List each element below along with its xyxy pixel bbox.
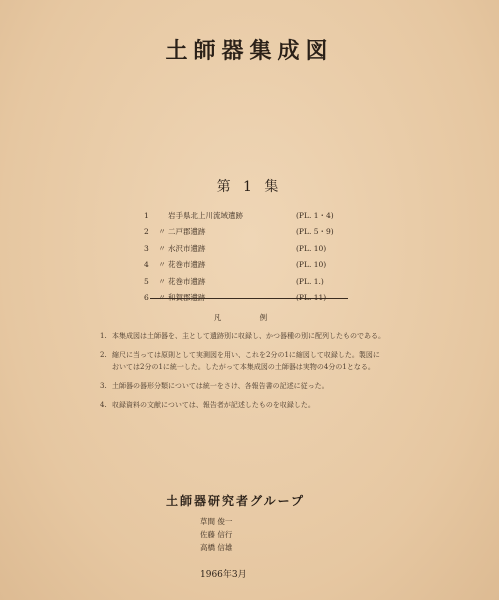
contents-site: 花巻市遺跡: [168, 276, 206, 286]
ditto-mark: 〃: [158, 227, 166, 236]
publisher-group: 土師器研究者グループ: [165, 494, 306, 508]
contents-plate: (PL. 1・4): [296, 210, 334, 220]
contents-site: 二戸郡遺跡: [168, 227, 206, 236]
ditto-mark: 〃: [158, 243, 166, 253]
contents-plate: (PL. 10): [296, 243, 327, 253]
legend-heading: 凡 例: [213, 313, 286, 322]
contents-number: 4: [144, 260, 149, 269]
publication-date: 1966年3月: [200, 570, 247, 580]
contents-row: [144, 241, 364, 255]
note-text: 縮尺に当っては原則として実測図を用い、これを2分の1に縮図して収録した。製図においては2分の1に統一した。したがって本集成図の土師器は実物の4分の1となる。: [112, 351, 380, 371]
contents-number: 2: [144, 227, 149, 236]
notes-list: [100, 330, 386, 418]
contents-row: [144, 208, 364, 222]
note-text: 本集成図は土師器を、主として遺跡別に収録し、かつ器種の別に配列したものである。: [112, 332, 385, 340]
contents-site: 水沢市遺跡: [168, 243, 206, 253]
note-number: 2.: [100, 351, 107, 359]
ditto-mark: 〃: [158, 276, 166, 286]
note-item: [100, 349, 386, 373]
ditto-mark: 〃: [158, 293, 166, 302]
contents-site: 和賀郡遺跡: [168, 293, 206, 302]
member-name: 佐藤 信行: [200, 530, 233, 539]
contents-list: [144, 208, 364, 307]
contents-number: 6: [144, 293, 149, 302]
note-item: [100, 380, 386, 392]
member-name: 高橋 信雄: [200, 543, 233, 552]
contents-site: 岩手県北上川流域遺跡: [168, 210, 243, 220]
note-number: 1.: [100, 332, 107, 340]
contents-number: 5: [144, 276, 149, 286]
note-number: 3.: [100, 382, 107, 390]
contents-row: [144, 274, 364, 288]
contents-plate: (PL. 1.): [296, 276, 324, 286]
contents-row: [144, 258, 364, 272]
note-text: 土師器の器形分類については統一をさけ、各報告書の記述に従った。: [112, 382, 329, 390]
contents-row: [144, 225, 364, 239]
note-item: [100, 330, 386, 342]
volume-heading: 第 1 集: [216, 179, 283, 195]
contents-plate: (PL. 5・9): [296, 227, 334, 236]
note-number: 4.: [100, 401, 107, 409]
note-text: 収録資料の文献については、報告者が記述したものを収録した。: [112, 401, 315, 409]
ditto-mark: 〃: [158, 260, 166, 269]
contents-number: 3: [144, 243, 149, 253]
page-title: 土師器集成図: [165, 38, 334, 64]
contents-plate: (PL. 10): [296, 260, 327, 269]
contents-plate: (PL. 11): [296, 293, 327, 302]
contents-site: 花巻市遺跡: [168, 260, 206, 269]
contents-number: 1: [144, 210, 149, 220]
note-item: [100, 399, 386, 411]
section-divider: [150, 298, 348, 299]
members-list: [200, 515, 320, 554]
member-name: 草間 俊一: [200, 517, 233, 526]
